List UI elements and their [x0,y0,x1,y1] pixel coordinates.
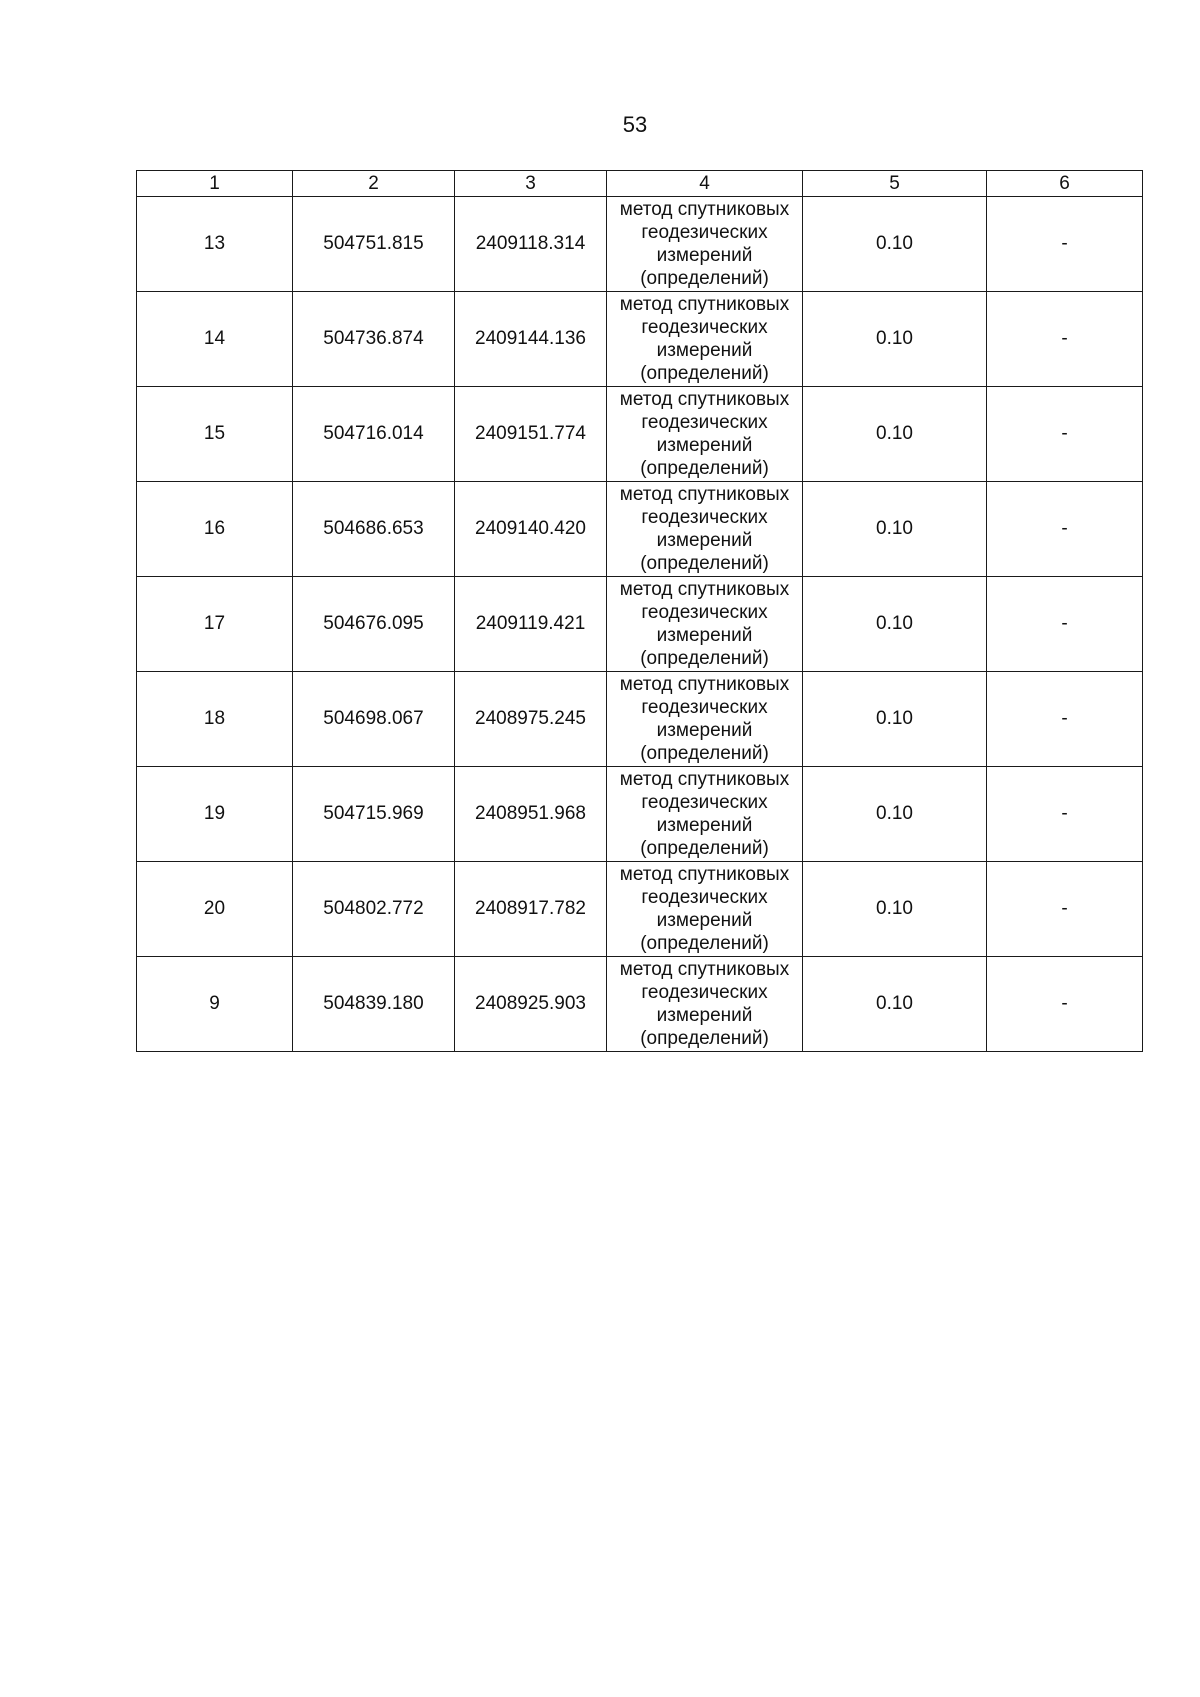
x-coordinate-cell: 504751.815 [293,197,455,292]
method-line: измерений [656,625,753,646]
method-line: измерений [656,815,753,836]
method-line: метод спутниковых [619,674,790,695]
point-number-cell: 14 [137,292,293,387]
method-line: измерений [656,1005,753,1026]
method-line: (определений) [640,458,769,479]
column-header: 5 [803,171,987,197]
y-coordinate-cell: 2409144.136 [455,292,607,387]
method-line: измерений [656,340,753,361]
column-header: 3 [455,171,607,197]
point-number-cell: 9 [137,957,293,1052]
table-row [137,482,1143,577]
method-line: (определений) [640,268,769,289]
table-row [137,292,1143,387]
x-coordinate-cell: 504716.014 [293,387,455,482]
accuracy-cell: 0.10 [803,767,987,862]
method-cell [607,482,803,577]
method-cell [607,957,803,1052]
y-coordinate-cell: 2409118.314 [455,197,607,292]
description-cell: - [987,292,1143,387]
description-cell: - [987,672,1143,767]
description-cell: - [987,387,1143,482]
method-line: геодезических [641,982,768,1003]
method-line: измерений [656,530,753,551]
column-header: 4 [607,171,803,197]
method-line: метод спутниковых [619,199,790,220]
x-coordinate-cell: 504736.874 [293,292,455,387]
x-coordinate-cell: 504698.067 [293,672,455,767]
table-row [137,197,1143,292]
method-line: метод спутниковых [619,959,790,980]
y-coordinate-cell: 2408917.782 [455,862,607,957]
method-line: геодезических [641,412,768,433]
point-number-cell: 19 [137,767,293,862]
page-number: 53 [622,112,648,137]
y-coordinate-cell: 2409151.774 [455,387,607,482]
method-line: геодезических [641,507,768,528]
table-body [137,197,1143,1052]
method-line: (определений) [640,363,769,384]
accuracy-cell: 0.10 [803,672,987,767]
description-cell: - [987,862,1143,957]
method-line: метод спутниковых [619,294,790,315]
table-row [137,577,1143,672]
method-line: геодезических [641,602,768,623]
accuracy-cell: 0.10 [803,482,987,577]
method-line: геодезических [641,887,768,908]
point-number-cell: 13 [137,197,293,292]
method-line: (определений) [640,648,769,669]
table-row [137,767,1143,862]
y-coordinate-cell: 2408951.968 [455,767,607,862]
y-coordinate-cell: 2408925.903 [455,957,607,1052]
method-line: измерений [656,245,753,266]
method-line: метод спутниковых [619,484,790,505]
accuracy-cell: 0.10 [803,292,987,387]
method-cell [607,767,803,862]
method-line: геодезических [641,697,768,718]
accuracy-cell: 0.10 [803,957,987,1052]
x-coordinate-cell: 504686.653 [293,482,455,577]
column-header: 2 [293,171,455,197]
x-coordinate-cell: 504802.772 [293,862,455,957]
method-line: (определений) [640,553,769,574]
description-cell: - [987,197,1143,292]
column-header: 1 [137,171,293,197]
coordinates-table [136,170,1143,1052]
column-header: 6 [987,171,1143,197]
method-line: измерений [656,435,753,456]
method-line: метод спутниковых [619,864,790,885]
method-cell [607,672,803,767]
method-cell [607,292,803,387]
accuracy-cell: 0.10 [803,387,987,482]
point-number-cell: 16 [137,482,293,577]
table-row [137,862,1143,957]
description-cell: - [987,577,1143,672]
point-number-cell: 15 [137,387,293,482]
method-line: измерений [656,910,753,931]
method-line: геодезических [641,317,768,338]
table-header-row [137,171,1143,197]
method-line: метод спутниковых [619,389,790,410]
description-cell: - [987,957,1143,1052]
method-cell [607,197,803,292]
method-line: метод спутниковых [619,769,790,790]
y-coordinate-cell: 2408975.245 [455,672,607,767]
method-line: (определений) [640,933,769,954]
table-row [137,672,1143,767]
accuracy-cell: 0.10 [803,862,987,957]
description-cell: - [987,482,1143,577]
accuracy-cell: 0.10 [803,197,987,292]
method-cell [607,387,803,482]
x-coordinate-cell: 504715.969 [293,767,455,862]
method-line: геодезических [641,222,768,243]
point-number-cell: 20 [137,862,293,957]
method-cell [607,577,803,672]
method-line: измерений [656,720,753,741]
point-number-cell: 17 [137,577,293,672]
accuracy-cell: 0.10 [803,577,987,672]
method-line: (определений) [640,838,769,859]
table-row [137,387,1143,482]
description-cell: - [987,767,1143,862]
table-row [137,957,1143,1052]
method-line: (определений) [640,1028,769,1049]
y-coordinate-cell: 2409119.421 [455,577,607,672]
method-line: (определений) [640,743,769,764]
point-number-cell: 18 [137,672,293,767]
x-coordinate-cell: 504676.095 [293,577,455,672]
x-coordinate-cell: 504839.180 [293,957,455,1052]
y-coordinate-cell: 2409140.420 [455,482,607,577]
method-line: геодезических [641,792,768,813]
method-cell [607,862,803,957]
method-line: метод спутниковых [619,579,790,600]
